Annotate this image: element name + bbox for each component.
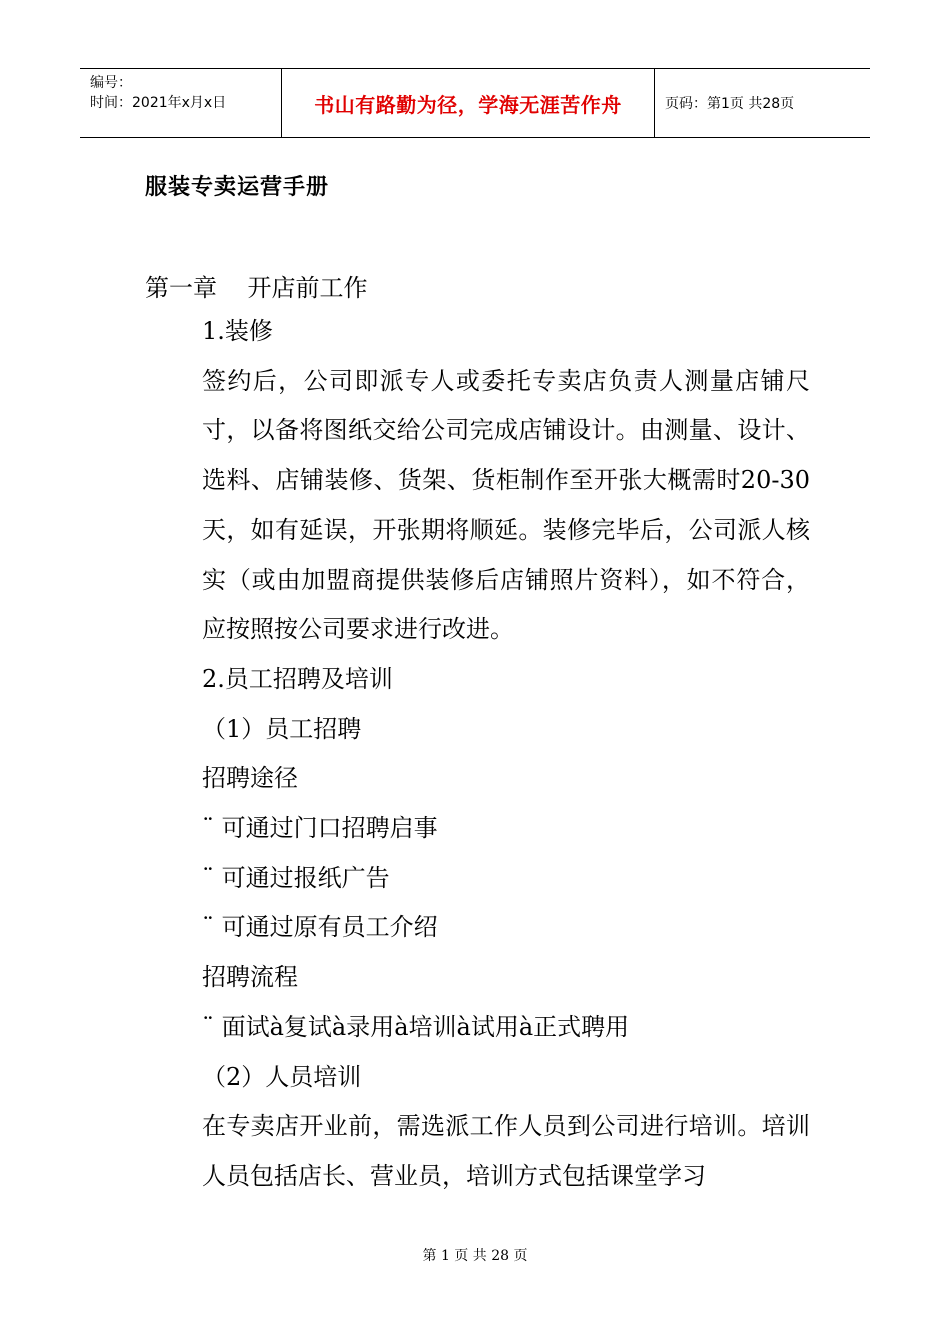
section-heading-staff: 2.员工招聘及培训 (202, 664, 393, 693)
list-item: ¨ 可通过原有员工介绍 (202, 913, 438, 942)
header-motto: 书山有路勤为径，学海无涯苦作舟 (282, 69, 655, 137)
list-item: ¨ 可通过门口招聘启事 (202, 814, 438, 843)
section-heading-renovation: 1.装修 (202, 317, 273, 345)
list-item: ¨ 面试à复试à录用à培训à试用à正式聘用 (202, 1012, 630, 1041)
list-item: ¨ 可通过报纸广告 (202, 863, 390, 892)
subsection-heading-recruitment: （1）员工招聘 (202, 714, 362, 743)
document-title: 服装专卖运营手册 (145, 175, 330, 200)
chapter-heading: 第一章 开店前工作 (145, 274, 368, 302)
document-number-label: 编号： (90, 75, 132, 91)
recruitment-process-heading: 招聘流程 (202, 963, 298, 992)
subsection-heading-training: （2）人员培训 (202, 1062, 362, 1091)
page-header (80, 68, 870, 138)
recruitment-channels-heading: 招聘途径 (202, 764, 298, 793)
header-meta (80, 69, 282, 137)
paragraph-training: 在专卖店开业前，需选派工作人员到公司进行培训。培训人员包括店长、营业员，培训方式包括课堂学习 (202, 1112, 810, 1190)
header-page-info: 页码：第1页 共28页 (665, 96, 795, 112)
page-footer: 第 1 页 共 28 页 (422, 1248, 528, 1264)
document-body (202, 307, 822, 1202)
document-time: 时间：2021年x月x日 (90, 95, 227, 111)
paragraph-renovation: 签约后，公司即派专人或委托专卖店负责人测量店铺尺寸，以备将图纸交给公司完成店铺设计。由测量、设计、选料、店铺装修、货架、货柜制作至开张大概需时20-30天，如有延误，开张期将顺延。装修完毕后，公司派人核实（或由加盟商提供装修后店铺照片资料），如不符合，应按照按公司要求进行改进。 (202, 366, 810, 644)
